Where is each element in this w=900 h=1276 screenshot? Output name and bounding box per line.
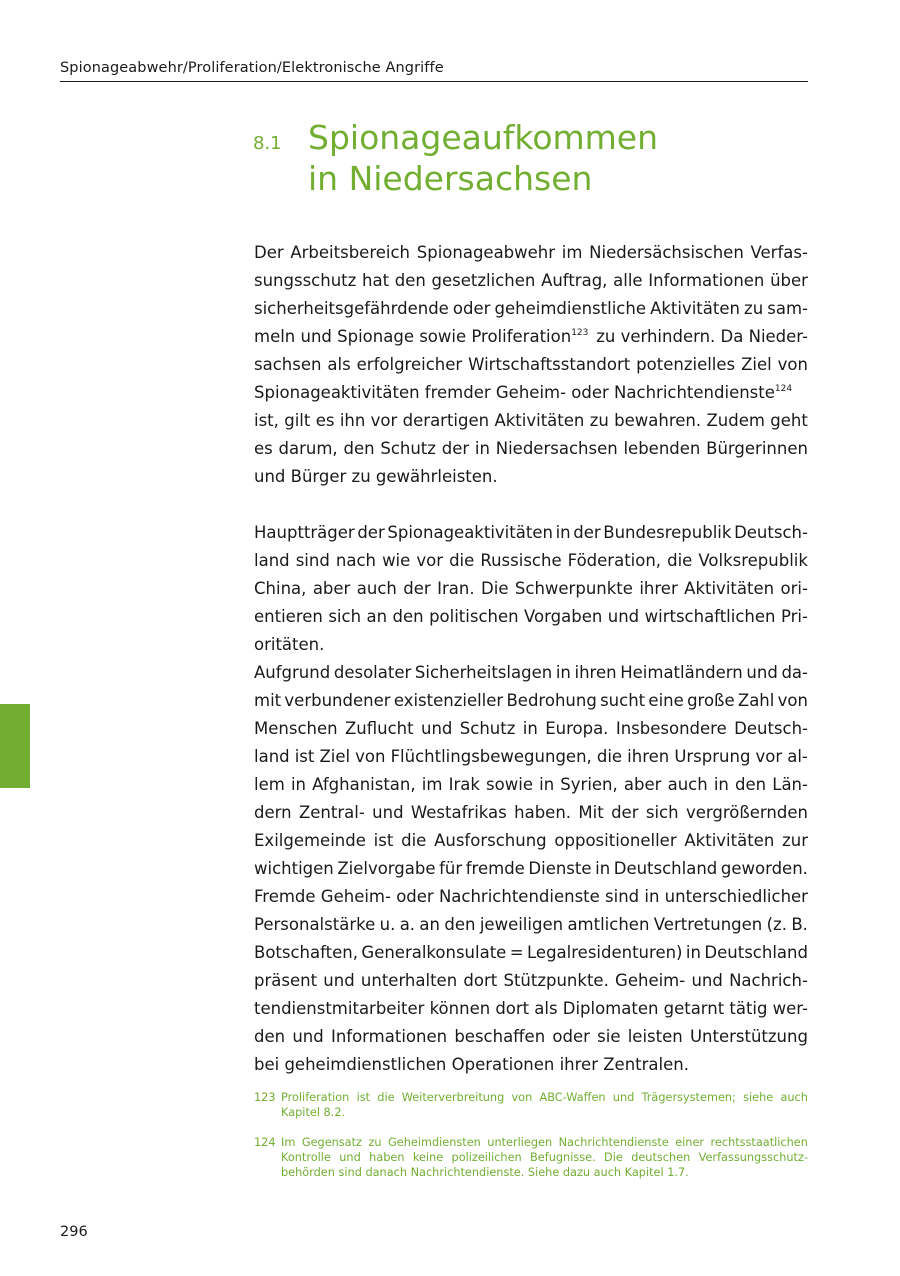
word: können (429, 999, 491, 1018)
text-line (254, 603, 808, 631)
word: unterhalten (360, 971, 458, 990)
word: sicherheitsgefährdende (254, 299, 449, 318)
word: Aktivitäten (494, 411, 585, 430)
footnote-number: 124 (254, 1136, 276, 1149)
word: von (511, 1091, 533, 1104)
word: Russische (480, 551, 562, 570)
footnote-ref-124[interactable]: 124 (774, 384, 793, 394)
word: für (439, 859, 463, 878)
word: der (357, 523, 385, 542)
word: Westafrikas (410, 803, 507, 822)
word: und (746, 663, 778, 682)
word: Schutz (459, 719, 516, 738)
text-line (254, 715, 808, 743)
word: Legalresidenturen) (527, 943, 683, 962)
word: wirtschaftlichen (644, 607, 776, 626)
word: alle (613, 271, 643, 290)
text-line (254, 435, 808, 463)
word: die (401, 831, 427, 850)
text-line (254, 351, 808, 379)
word: oder (452, 299, 491, 318)
word: Proliferation (281, 1091, 350, 1104)
word: über (770, 271, 808, 290)
line-text: Kapitel 8.2. (281, 1106, 346, 1119)
word: Geheimdiensten (388, 1136, 481, 1149)
word: sie (597, 1027, 621, 1046)
line-text: meln und Spionage sowie Proliferation (254, 327, 572, 346)
word: mit (254, 691, 282, 710)
word: Afghanistan, (312, 775, 416, 794)
word: oppositioneller (554, 831, 677, 850)
word: zur (782, 831, 808, 850)
word: Bedrohung (506, 691, 597, 710)
word: es (315, 411, 335, 430)
word: und (421, 719, 453, 738)
word: Stützpunkte. (503, 971, 609, 990)
word: Spionageabwehr (416, 243, 556, 262)
word: in (555, 663, 571, 682)
word: Der (254, 243, 284, 262)
word: existenzieller (393, 691, 504, 710)
footnote-line (281, 1105, 808, 1120)
text-line (254, 659, 808, 687)
text-line (254, 911, 808, 939)
word: ist, (254, 411, 279, 430)
word: zu (744, 299, 764, 318)
word: ihren (627, 747, 670, 766)
word: land (254, 551, 290, 570)
word: tätig (729, 999, 768, 1018)
word: (z. (766, 915, 787, 934)
word: Geheim- (615, 971, 686, 990)
word: und (612, 1091, 635, 1104)
header-rule (60, 81, 808, 82)
word: Vorgaben (524, 607, 603, 626)
word: Schwerpunkte (514, 579, 633, 598)
word: geworden. (720, 859, 808, 878)
word: Aktivitäten (684, 579, 775, 598)
word: geheimdienstliche (494, 299, 646, 318)
word: Bürgerinnen (706, 439, 808, 458)
word: ori- (780, 579, 808, 598)
word: der (403, 579, 431, 598)
word: den (343, 439, 375, 458)
text-line (254, 295, 808, 323)
word: Exilgemeinde (254, 831, 366, 850)
word: getarnt (663, 999, 725, 1018)
word: Deutsch- (734, 523, 808, 542)
paragraph-3 (254, 659, 808, 1079)
word: Weiterverbreitung (401, 1091, 505, 1104)
word: im (561, 243, 583, 262)
word: Deutschland (704, 943, 808, 962)
word: gesetzlichen (431, 271, 536, 290)
word: als (534, 999, 558, 1018)
word: entieren (254, 607, 323, 626)
word: ist (373, 831, 394, 850)
word: siehe (743, 1091, 774, 1104)
word: Aufgrund (254, 663, 331, 682)
paragraph-1 (254, 239, 808, 491)
text-line (254, 687, 808, 715)
word: lebenden (623, 439, 701, 458)
word: zu (368, 1136, 382, 1149)
section-number: 8.1 (253, 133, 282, 154)
word: ist (294, 747, 315, 766)
word: vor (416, 551, 444, 570)
word: Zielvorgabe (337, 859, 436, 878)
word: Dienste (528, 859, 592, 878)
word: Die (481, 579, 509, 598)
word: den (735, 775, 767, 794)
text-line (254, 743, 808, 771)
word: die (377, 1091, 395, 1104)
word: Botschaften, (254, 943, 358, 962)
word: Arbeitsbereich (290, 243, 411, 262)
word: Fremde (254, 887, 316, 906)
word: land (254, 747, 290, 766)
text-line (254, 939, 808, 967)
text-line (254, 631, 808, 659)
word: präsent (254, 971, 318, 990)
word: u. (379, 915, 396, 934)
word: Informationen (648, 271, 765, 290)
word: in (539, 775, 555, 794)
word: Ziel (319, 747, 351, 766)
word: = (509, 943, 524, 962)
footnote-ref-123[interactable]: 123 (571, 328, 589, 338)
word: in (595, 859, 611, 878)
word: der (611, 803, 639, 822)
word: Ziel (741, 355, 772, 374)
word: Auftrag, (541, 271, 608, 290)
word: Zuflucht (344, 719, 414, 738)
footnote-line (281, 1165, 808, 1180)
word: auch (667, 775, 708, 794)
word: Unterstützung (689, 1027, 808, 1046)
word: dort (495, 999, 530, 1018)
word: Hauptträger (254, 523, 355, 542)
text-line (254, 855, 808, 883)
footnote-text (281, 1090, 808, 1120)
text-line (254, 239, 808, 267)
word: Flüchtlingsbewegungen, (390, 747, 592, 766)
word: Niedersachsen (495, 439, 618, 458)
word: Föderation, (567, 551, 662, 570)
word: haben (369, 1151, 405, 1164)
line-text: behörden sind danach Nachrichtendienste. Siehe dazu auch Kapitel 1.7. (281, 1166, 689, 1179)
line-text: Spionageaktivitäten fremder Geheim- oder Nachrichtendienste (254, 383, 775, 402)
word: Generalkonsulate (361, 943, 507, 962)
word: die (596, 747, 623, 766)
word: an (366, 607, 388, 626)
section-title-line-2: in Niedersachsen (308, 159, 593, 198)
text-line (254, 883, 808, 911)
word: Sicherheitslagen (414, 663, 553, 682)
word: die (667, 551, 693, 570)
word: dort (463, 971, 498, 990)
word: in (474, 439, 490, 458)
word: bewahren. (614, 411, 702, 430)
text-line (254, 323, 808, 351)
word: die (449, 551, 475, 570)
word: Bundesrepublik (603, 523, 732, 542)
word: Deutschland (613, 859, 718, 878)
word: Diplomaten (562, 999, 659, 1018)
word: an (419, 915, 440, 934)
word: desolater (333, 663, 412, 682)
word: Heimatländern (620, 663, 743, 682)
word: Im (281, 1136, 296, 1149)
word: im (421, 775, 443, 794)
word: Aktivitäten (684, 831, 775, 850)
word: Nachrich- (729, 971, 808, 990)
word: Nachrichtendienste (438, 887, 600, 906)
word: Zudem (706, 411, 765, 430)
word: Volksrepublik (698, 551, 808, 570)
word: Trägersystemen; (641, 1091, 736, 1104)
word: sind (605, 887, 640, 906)
text-line (254, 967, 808, 995)
word: al- (787, 747, 808, 766)
word: und (607, 607, 640, 626)
word: deutschen (631, 1151, 691, 1164)
word: darum, (278, 439, 338, 458)
word: ihn (339, 411, 366, 430)
word: nach (335, 551, 376, 570)
word: und (323, 971, 355, 990)
word: oder (396, 887, 434, 906)
word: Kontrolle (281, 1151, 331, 1164)
word: fremde (465, 859, 525, 878)
word: von (777, 355, 808, 374)
word: potenzielles (636, 355, 736, 374)
text-line (254, 379, 808, 407)
word: Zahl (737, 691, 775, 710)
word: sam- (767, 299, 808, 318)
word: Ursprung (674, 747, 751, 766)
text-line (254, 1051, 808, 1079)
word: in (522, 719, 538, 738)
word: hat (362, 271, 390, 290)
word: eine (648, 691, 684, 710)
word: Die (604, 1151, 623, 1164)
word: verbundener (284, 691, 391, 710)
text-line (254, 1023, 808, 1051)
word: lem (254, 775, 285, 794)
line-text: zu verhindern. Da Nieder- (596, 327, 808, 346)
word: sind (295, 551, 330, 570)
section-title (308, 117, 808, 199)
word: derartigen (402, 411, 490, 430)
word: oder (552, 1027, 590, 1046)
word: tendienstmitarbeiter (254, 999, 425, 1018)
text-line (254, 267, 808, 295)
word: erfolgreicher (356, 355, 463, 374)
word: Verfas- (750, 243, 808, 262)
word: ist (356, 1091, 371, 1104)
word: Menschen (254, 719, 338, 738)
word: sowie (486, 775, 533, 794)
word: rechtsstaatlichen (710, 1136, 808, 1149)
word: den (392, 607, 424, 626)
word: Insbesondere (615, 719, 727, 738)
word: beschaffen (454, 1027, 546, 1046)
word: Aktivitäten (650, 299, 740, 318)
page-number: 296 (60, 1224, 88, 1240)
chapter-side-tab (0, 704, 30, 788)
word: von (777, 691, 808, 710)
word: Niedersächsischen (589, 243, 744, 262)
word: Personalstärke (254, 915, 376, 934)
word: als (327, 355, 351, 374)
word: Ausforschung (434, 831, 547, 850)
word: Iran. (437, 579, 475, 598)
word: Nachrichtendienste (558, 1136, 669, 1149)
text-line (254, 407, 808, 435)
word: dern (254, 803, 292, 822)
word: den (254, 1027, 286, 1046)
line-text: oritäten. (254, 635, 325, 654)
word: und (691, 971, 723, 990)
word: Wirtschaftsstandort (468, 355, 631, 374)
word: Vertretungen (653, 915, 763, 934)
word: und (339, 1151, 361, 1164)
line-text-with-footnote (254, 323, 588, 351)
word: vor (370, 411, 398, 430)
word: wichtigen (254, 859, 334, 878)
word: leisten (627, 1027, 683, 1046)
word: der (441, 439, 470, 458)
word: sungsschutz (254, 271, 357, 290)
text-line (254, 547, 808, 575)
word: Län- (772, 775, 808, 794)
word: da- (781, 663, 808, 682)
word: Informationen (330, 1027, 448, 1046)
word: in (713, 775, 729, 794)
word: in (555, 523, 571, 542)
word: Spionageaktivitäten (387, 523, 553, 542)
word: Deutsch- (734, 719, 808, 738)
text-line (254, 799, 808, 827)
word: von (355, 747, 386, 766)
word: unterliegen (487, 1136, 553, 1149)
word: politischen (429, 607, 519, 626)
word: sich (645, 803, 679, 822)
word: ihrer (639, 579, 678, 598)
word: ABC-Waffen (539, 1091, 606, 1104)
word: haben. (514, 803, 572, 822)
word: und (292, 1027, 324, 1046)
word: der (573, 523, 601, 542)
text-line (254, 995, 808, 1023)
word: vor (755, 747, 783, 766)
word: B. (791, 915, 808, 934)
word: zu (589, 411, 609, 430)
text-line (254, 771, 808, 799)
word: den (444, 915, 476, 934)
line-text: bei geheimdienstlichen Operationen ihrer Zentralen. (254, 1055, 689, 1074)
word: Verfassungsschutz- (698, 1151, 808, 1164)
footnote-line (281, 1135, 808, 1150)
text-line (254, 519, 808, 547)
footnote-text (281, 1135, 808, 1180)
word: und (372, 803, 404, 822)
text-line (254, 575, 808, 603)
word: sachsen (254, 355, 322, 374)
word: es (254, 439, 273, 458)
word: auch (780, 1091, 808, 1104)
word: aber (312, 579, 351, 598)
footnote-line (281, 1150, 808, 1165)
word: Mit (578, 803, 604, 822)
word: in (644, 887, 660, 906)
paragraph-2 (254, 519, 808, 659)
word: Syrien, (560, 775, 618, 794)
footnote-123 (254, 1090, 808, 1120)
word: sich (328, 607, 362, 626)
running-header: Spionageabwehr/Proliferation/Elektronische Angriffe (60, 60, 444, 76)
text-line (254, 463, 808, 491)
word: Zentral- (298, 803, 365, 822)
word: Europa. (545, 719, 609, 738)
text-line (254, 827, 808, 855)
word: vergrößernden (685, 803, 808, 822)
word: Befugnisse. (530, 1151, 596, 1164)
word: keine (412, 1151, 444, 1164)
word: den (394, 271, 426, 290)
word: ihren (574, 663, 617, 682)
footnote-number: 123 (254, 1091, 276, 1104)
footnote-line (281, 1090, 808, 1105)
word: wer- (772, 999, 808, 1018)
word: Irak (448, 775, 480, 794)
word: China, (254, 579, 307, 598)
word: in (290, 775, 306, 794)
line-text-with-footnote (254, 379, 792, 407)
word: jeweiligen (479, 915, 564, 934)
line-text: und Bürger zu gewährleisten. (254, 467, 498, 486)
word: Geheim- (320, 887, 391, 906)
word: wie (382, 551, 411, 570)
word: Gegensatz (301, 1136, 362, 1149)
word: in (685, 943, 701, 962)
word: aber (623, 775, 662, 794)
word: a. (399, 915, 416, 934)
word: unterschiedlicher (664, 887, 808, 906)
word: geht (770, 411, 808, 430)
section-title-line-1: Spionageaufkommen (308, 118, 659, 157)
word: gilt (284, 411, 311, 430)
word: Schutz (380, 439, 436, 458)
word: sucht (600, 691, 646, 710)
word: einer (675, 1136, 705, 1149)
footnote-124 (254, 1135, 808, 1180)
word: Pri- (780, 607, 808, 626)
word: auch (356, 579, 397, 598)
word: polizeilichen (451, 1151, 522, 1164)
word: große (687, 691, 735, 710)
word: amtlichen (567, 915, 650, 934)
